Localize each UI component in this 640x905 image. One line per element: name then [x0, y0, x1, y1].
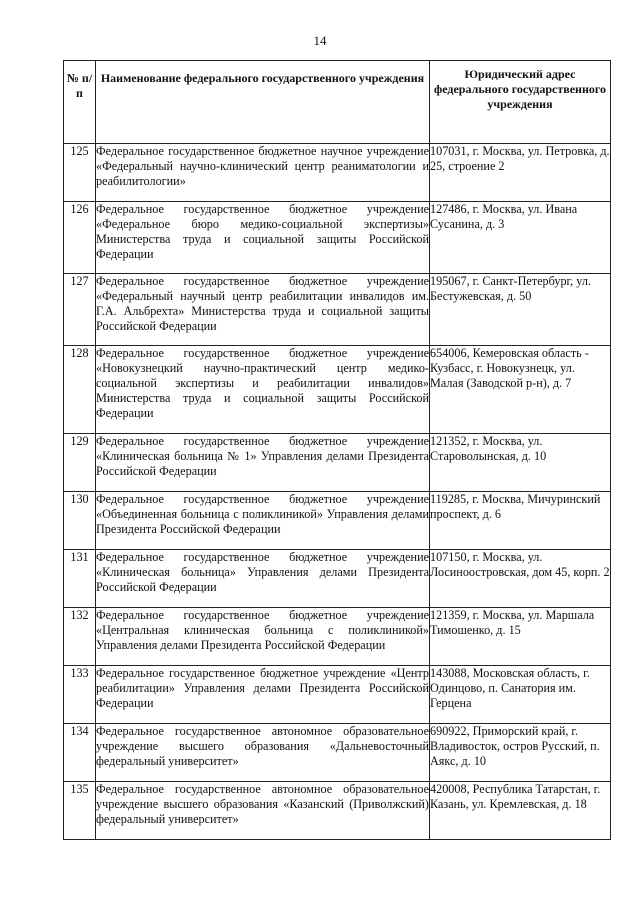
- row-number: 128: [64, 346, 96, 434]
- institution-name: Федеральное государственное бюджетное учреждение «Клиническая больница» Управления делами Президента Российской Федерации: [96, 550, 430, 608]
- table-row: [64, 724, 611, 782]
- legal-address: 121359, г. Москва, ул. Маршала Тимошенко, д. 15: [430, 608, 611, 666]
- row-number: 130: [64, 492, 96, 550]
- table-row: [64, 782, 611, 840]
- legal-address: 107150, г. Москва, ул. Лосиноостровская, дом 45, корп. 2: [430, 550, 611, 608]
- row-number: 135: [64, 782, 96, 840]
- institution-name: Федеральное государственное бюджетное учреждение «Центральная клиническая больница с поликлиникой» Управления делами Президента Российской Федерации: [96, 608, 430, 666]
- table-header-row: [64, 61, 611, 144]
- row-number: 132: [64, 608, 96, 666]
- institution-name: Федеральное государственное бюджетное учреждение «Центр реабилитации» Управления делами Президента Российской Федерации: [96, 666, 430, 724]
- table-row: [64, 144, 611, 202]
- institution-name: Федеральное государственное автономное образовательное учреждение высшего образования «Дальневосточный федеральный университет»: [96, 724, 430, 782]
- institution-name: Федеральное государственное бюджетное учреждение «Клиническая больница № 1» Управления делами Президента Российской Федерации: [96, 434, 430, 492]
- table-row: [64, 550, 611, 608]
- row-number: 133: [64, 666, 96, 724]
- table-row: [64, 608, 611, 666]
- legal-address: 143088, Московская область, г. Одинцово, п. Санатория им. Герцена: [430, 666, 611, 724]
- table-row: [64, 434, 611, 492]
- table-row: [64, 346, 611, 434]
- institution-name: Федеральное государственное бюджетное научное учреждение «Федеральный научно-клинический центр реаниматологии и реабилитологии»: [96, 144, 430, 202]
- institution-name: Федеральное государственное бюджетное учреждение «Федеральный научный центр реабилитации инвалидов им. Г.А. Альбрехта» Министерства труда и социальной защиты Российской Федерации: [96, 274, 430, 346]
- legal-address: 127486, г. Москва, ул. Ивана Сусанина, д. 3: [430, 202, 611, 274]
- header-number: № п/п: [64, 61, 96, 144]
- institution-name: Федеральное государственное бюджетное учреждение «Объединенная больница с поликлиникой» Управления делами Президента Российской Федерации: [96, 492, 430, 550]
- legal-address: 121352, г. Москва, ул. Староволынская, д. 10: [430, 434, 611, 492]
- header-address: Юридический адрес федерального государственного учреждения: [430, 61, 611, 144]
- table-row: [64, 202, 611, 274]
- row-number: 129: [64, 434, 96, 492]
- row-number: 126: [64, 202, 96, 274]
- legal-address: 420008, Республика Татарстан, г. Казань, ул. Кремлевская, д. 18: [430, 782, 611, 840]
- legal-address: 119285, г. Москва, Мичуринский проспект, д. 6: [430, 492, 611, 550]
- row-number: 131: [64, 550, 96, 608]
- row-number: 127: [64, 274, 96, 346]
- institutions-table: [63, 60, 611, 840]
- table-row: [64, 666, 611, 724]
- row-number: 125: [64, 144, 96, 202]
- legal-address: 195067, г. Санкт-Петербург, ул. Бестужевская, д. 50: [430, 274, 611, 346]
- header-name: Наименование федерального государственного учреждения: [96, 61, 430, 144]
- legal-address: 690922, Приморский край, г. Владивосток, остров Русский, п. Аякс, д. 10: [430, 724, 611, 782]
- table-row: [64, 492, 611, 550]
- table-body: [64, 144, 611, 840]
- institution-name: Федеральное государственное бюджетное учреждение «Новокузнецкий научно-практический центр медико-социальной экспертизы и реабилитации инвалидов» Министерства труда и социальной защиты Российской Федерации: [96, 346, 430, 434]
- table-row: [64, 274, 611, 346]
- institution-name: Федеральное государственное бюджетное учреждение «Федеральное бюро медико-социальной экспертизы» Министерства труда и социальной защиты Российской Федерации: [96, 202, 430, 274]
- legal-address: 107031, г. Москва, ул. Петровка, д. 25, строение 2: [430, 144, 611, 202]
- legal-address: 654006, Кемеровская область - Кузбасс, г. Новокузнецк, ул. Малая (Заводской р-н), д. 7: [430, 346, 611, 434]
- row-number: 134: [64, 724, 96, 782]
- page-number: 14: [313, 33, 327, 48]
- institution-name: Федеральное государственное автономное образовательное учреждение высшего образования «Казанский (Приволжский) федеральный университет»: [96, 782, 430, 840]
